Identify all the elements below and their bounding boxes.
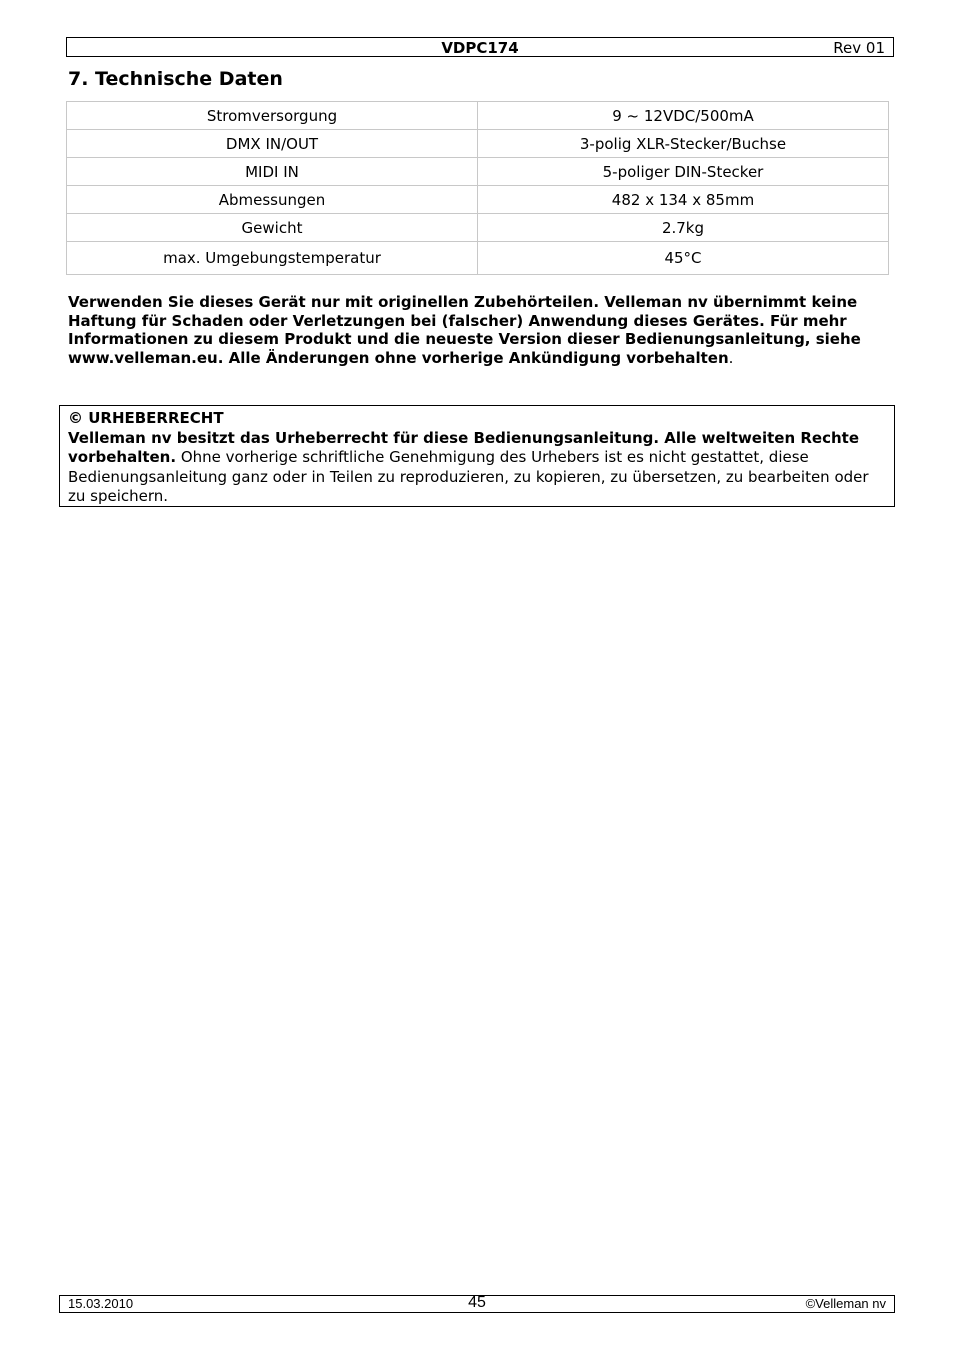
usage-notice-bold: Verwenden Sie dieses Gerät nur mit originellen Zubehörteilen. Velleman nv übernimmt keine Haftung für Schaden oder Verletzungen bei (falscher) Anwendung dieses Gerätes. Für mehr Informationen zu diesem Produkt und die neueste Version dieser Bedienungsanleitung, siehe www.velleman.eu. Alle Änderungen ohne vorherige Ankündigung vorbehalten xyxy=(68,293,861,367)
spec-value: 45°C xyxy=(478,242,889,275)
usage-notice-period: . xyxy=(728,348,734,367)
section-title: 7. Technische Daten xyxy=(68,68,283,90)
table-row xyxy=(67,130,889,158)
copyright-body: Ohne vorherige schriftliche Genehmigung des Urhebers ist es nicht gestattet, diese Bedienungsanleitung ganz oder in Teilen zu reproduzieren, zu kopieren, zu übersetzen, zu bearbeiten oder zu speichern. xyxy=(68,448,869,505)
spec-value: 3-polig XLR-Stecker/Buchse xyxy=(478,130,889,158)
spec-label: Gewicht xyxy=(67,214,478,242)
spec-value: 9 ~ 12VDC/500mA xyxy=(478,102,889,130)
spec-value: 5-poliger DIN-Stecker xyxy=(478,158,889,186)
page-header xyxy=(66,37,894,57)
document-model-title: VDPC174 xyxy=(441,39,519,57)
spec-label: max. Umgebungstemperatur xyxy=(67,242,478,275)
page-number: 45 xyxy=(468,1294,486,1311)
table-row xyxy=(67,186,889,214)
usage-notice xyxy=(68,293,888,367)
footer-date: 15.03.2010 xyxy=(68,1296,134,1311)
spec-value: 2.7kg xyxy=(478,214,889,242)
revision-label: Rev 01 xyxy=(833,39,885,57)
table-row xyxy=(67,214,889,242)
spec-label: MIDI IN xyxy=(67,158,478,186)
copyright-rights-statement: Velleman nv besitzt das Urheberrecht für diese Bedienungsanleitung. Alle weltweiten Rechte vorbehalten. xyxy=(68,428,859,466)
spec-label: Abmessungen xyxy=(67,186,478,214)
page-footer xyxy=(59,1295,895,1313)
spec-value: 482 x 134 x 85mm xyxy=(478,186,889,214)
spec-label: DMX IN/OUT xyxy=(67,130,478,158)
copyright-heading: © URHEBERRECHT xyxy=(68,409,224,427)
copyright-box xyxy=(59,405,895,507)
table-row xyxy=(67,102,889,130)
technical-specs-table xyxy=(66,101,889,275)
table-row xyxy=(67,158,889,186)
spec-label: Stromversorgung xyxy=(67,102,478,130)
footer-copyright: ©Velleman nv xyxy=(805,1296,886,1311)
table-row xyxy=(67,242,889,275)
